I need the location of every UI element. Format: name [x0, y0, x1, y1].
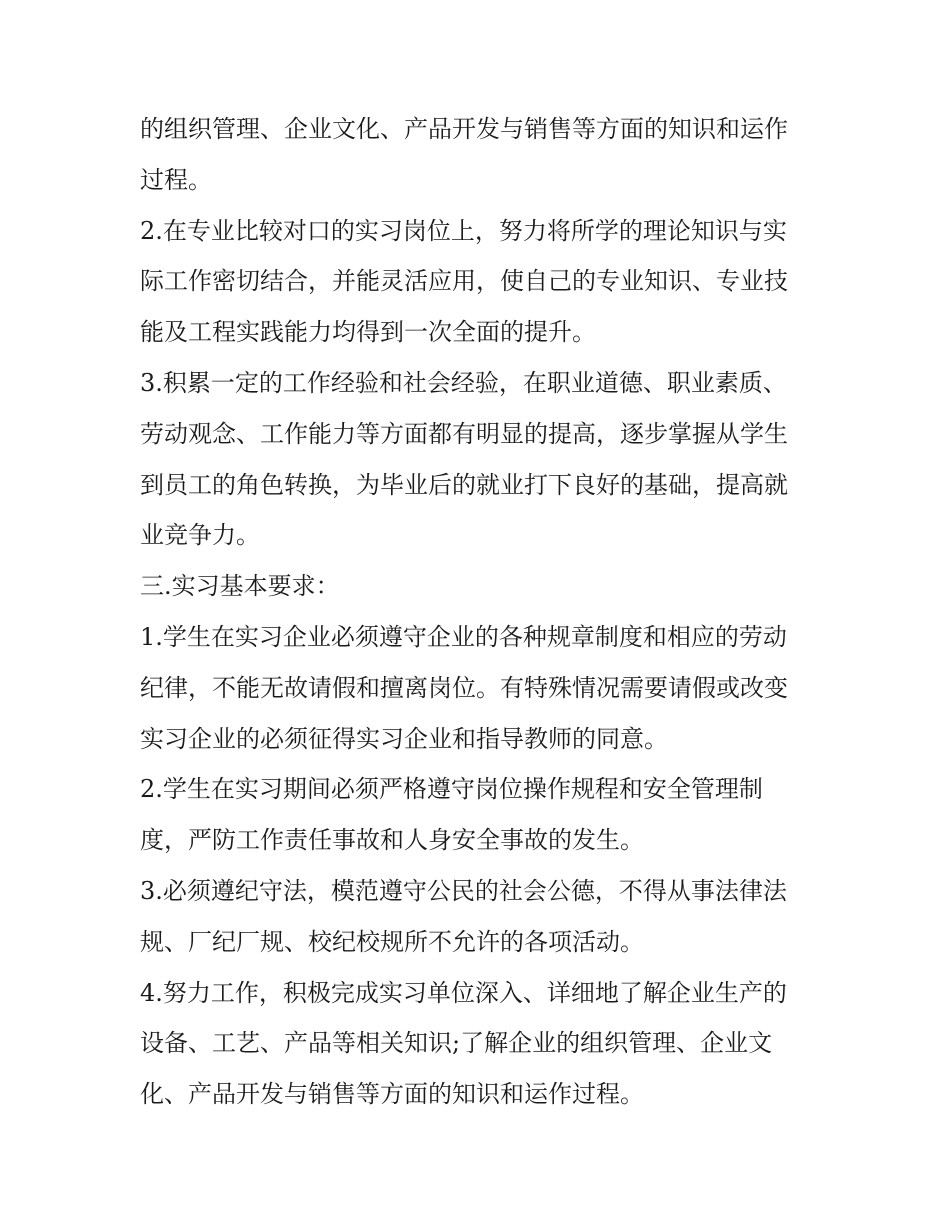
text-line: 纪律，不能无故请假和擅离岗位。有特殊情况需要请假或改变: [140, 673, 788, 702]
text-line: 际工作密切结合，并能灵活应用，使自己的专业知识、专业技: [140, 267, 788, 296]
text-line: 设备、工艺、产品等相关知识;了解企业的组织管理、企业文: [140, 1029, 773, 1058]
text-line: 实习企业的必须征得实习企业和指导教师的同意。: [140, 724, 668, 753]
text-line: 3.必须遵纪守法，模范遵守公民的社会公德，不得从事法律法: [140, 876, 787, 905]
section-heading: 三.实习基本要求：: [140, 572, 340, 601]
text-line: 过程。: [140, 165, 212, 194]
text-line: 规、厂纪厂规、校纪校规所不允许的各项活动。: [140, 927, 644, 956]
text-line: 2.在专业比较对口的实习岗位上，努力将所学的理论知识与实: [140, 216, 787, 245]
text-line: 3.积累一定的工作经验和社会经验，在职业道德、职业素质、: [140, 368, 787, 397]
text-line: 1.学生在实习企业必须遵守企业的各种规章制度和相应的劳动: [140, 622, 787, 651]
text-line: 能及工程实践能力均得到一次全面的提升。: [140, 318, 596, 347]
text-line: 业竞争力。: [140, 521, 260, 550]
text-line: 化、产品开发与销售等方面的知识和运作过程。: [140, 1080, 644, 1109]
text-line: 到员工的角色转换，为毕业后的就业打下良好的基础，提高就: [140, 470, 788, 499]
text-line: 度，严防工作责任事故和人身安全事故的发生。: [140, 826, 644, 855]
text-line: 4.努力工作，积极完成实习单位深入、详细地了解企业生产的: [140, 978, 787, 1007]
document-body: [140, 110, 820, 1126]
text-line: 2.学生在实习期间必须严格遵守岗位操作规程和安全管理制: [140, 775, 763, 804]
text-line: 的组织管理、企业文化、产品开发与销售等方面的知识和运作: [140, 115, 788, 143]
text-line: 劳动观念、工作能力等方面都有明显的提高，逐步掌握从学生: [140, 419, 788, 448]
